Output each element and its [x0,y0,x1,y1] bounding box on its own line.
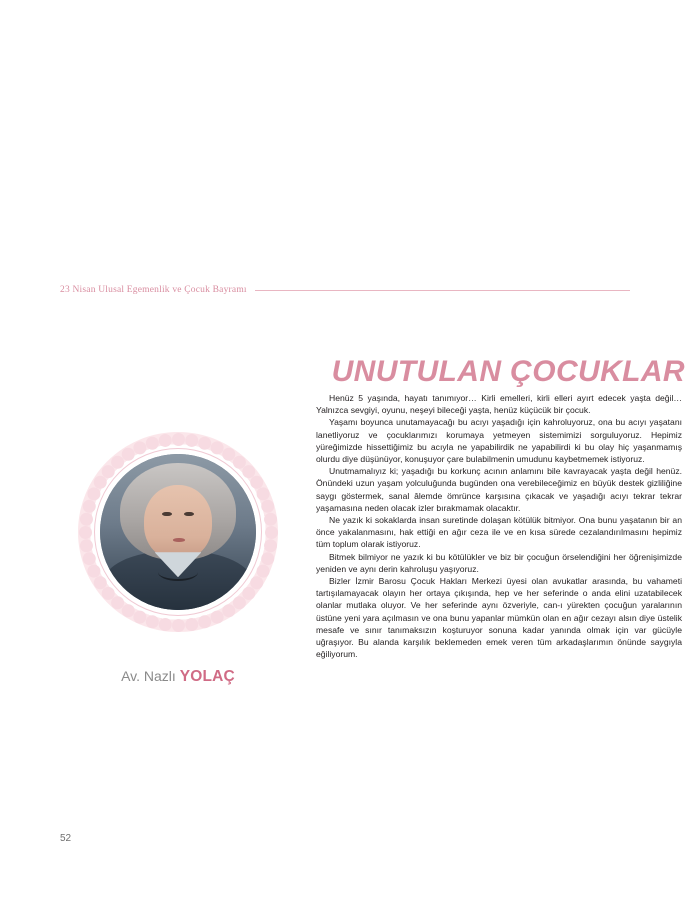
lace-dot [264,512,277,525]
photo-necklace [158,563,199,581]
author-caption [78,668,278,686]
lace-dot [145,436,158,449]
running-header-text: 23 Nisan Ulusal Egemenlik ve Çocuk Bayramı [60,285,247,295]
paragraph: Ne yazık ki sokaklarda insan suretinde dolaşan kötülük bitmiyor. Ona bunu yaşatanın bir an önce yakalanmasını, hak ettiği en ağır ceza ile ve en kısa sürede cezalandırılmasını hepimiz tüm toplum olarak istiyoruz. [316,515,682,550]
lace-dot [261,552,274,565]
lace-dot [198,436,211,449]
lace-dot [79,526,92,539]
lace-dot [87,487,100,500]
paragraph: Henüz 5 yaşında, hayatı tanımıyor… Kirli emelleri, kirli elleri ayırt edecek yaşta değil… Yalnızca sevgiyi, oyunu, neşeyi bileceği yaşta, henüz küçücük bir çocuk. [316,393,682,416]
lace-dot [133,441,146,454]
lace-dot [133,610,146,623]
lace-dot [82,499,95,512]
lace-dot [256,487,269,500]
author-name: Av. Nazlı [121,668,180,684]
photo-mouth [173,538,185,542]
lace-dot [265,526,278,539]
lace-dot [185,433,198,446]
running-header [60,285,630,295]
paragraph: Unutmamalıyız ki; yaşadığı bu korkunç acının anlamını bile kavrayacak yaşta değil henüz. Önündeki uzun yaşam yolculuğunda bugünden ona verebileceğimiz en büyük destek gizliliğine saygı göstermek, sanal âlemde ömrünce karşısına çıkacak ve yaşadığı acıyı tekrar tekrar yaşamasına neden olacak izler bırakmamak olacaktır. [316,466,682,513]
photo-face [144,485,213,560]
lace-dot [79,539,92,552]
lace-dot [198,615,211,628]
lace-dot [172,433,185,446]
lace-dot [79,512,92,525]
author-portrait [78,432,278,632]
lace-dot [264,539,277,552]
lace-dot [261,499,274,512]
lace-dot [82,552,95,565]
portrait-photo [100,454,256,610]
article-body [316,392,682,660]
lace-dot [158,433,171,446]
lace-dot [87,564,100,577]
paragraph: Bizler İzmir Barosu Çocuk Hakları Merkezi üyesi olan avukatlar arasında, bu vahameti tartışılamayacak olayın her ortaya çıkışında, hep ve her seferinde o anda elini uzatabilecek olanlar mutlaka oluyor. Ve her seferinde aynı özveriyle, can-ı yürekten çocuğun yaralarının üstüne yeni yara açılmasın ve ona bunu yapanlar mümkün olan en ağır cezayı alsın diye üstelik mesafe ve sınır tanımaksızın koşturuyor sonuna kadar yanında olmak için var gücüyle uğraşıyor. Bu alanda karşılık beklemeden emek veren tüm arkadaşlarımın önünde saygıyla eğiliyorum. [316,576,682,660]
author-surname: YOLAÇ [179,668,235,685]
lace-dot [172,619,185,632]
lace-dot [185,618,198,631]
page-number: 52 [60,833,72,844]
running-header-rule [255,290,630,291]
lace-dot [210,610,223,623]
lace-dot [158,618,171,631]
paragraph: Bitmek bilmiyor ne yazık ki bu kötülükler ve biz bir çocuğun örselendiğini her öğrenişimizde yeniden ve aynı derin kahroluşu yaşıyoruz. [316,551,682,574]
paragraph: Yaşamı boyunca unutamayacağı bu acıyı yaşadığı için kahroluyoruz, ona bu acıyı yaşatanı lanetliyoruz ve çocuklarımızı korumaya yetmeyen sistemimizi sorguluyoruz. Hepimiz yüreğimizde hissettiğimiz bu acıyla ne yapabilirdik ne yapabilirdi ki bu olay hiç yaşanmamış olurdu diye düşünüyor, konuşuyor çare bulabilmenin umudunu kaybetmemek istiyoruz. [316,417,682,465]
page-title: UNUTULAN ÇOCUKLAR [331,355,685,389]
lace-dot [145,615,158,628]
